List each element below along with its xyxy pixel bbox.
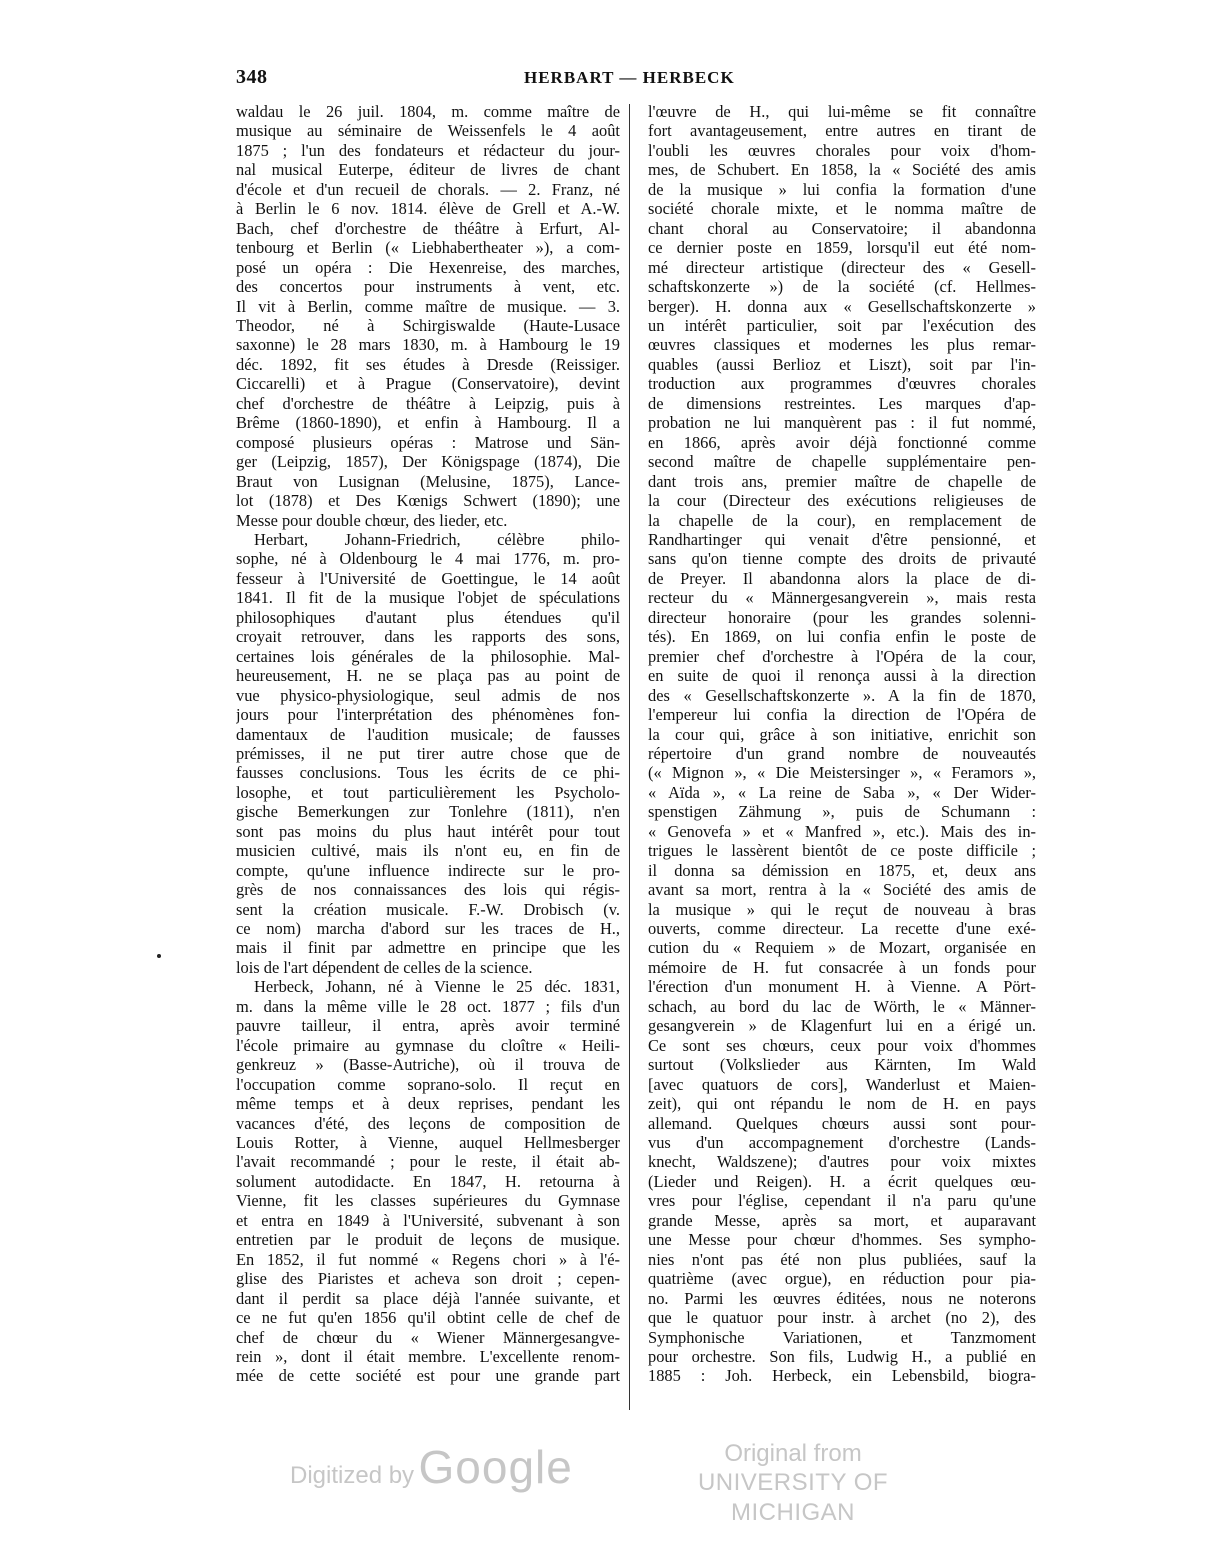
text-line: une Messe pour chœur d'hommes. Ses sympho- bbox=[648, 1230, 1036, 1250]
text-line: un intérêt particulier, soit par l'exécution des bbox=[648, 315, 1036, 335]
text-line: l'école primaire au gymnase du cloître « Heili- bbox=[236, 1035, 620, 1055]
university-text: UNIVERSITY OF MICHIGAN bbox=[697, 1469, 889, 1526]
text-line: Herbart, Johann-Friedrich, célèbre philo- bbox=[254, 529, 620, 549]
stray-dot bbox=[157, 954, 161, 958]
text-line: l'œuvre de H., qui lui-même se fit connaître bbox=[648, 102, 1036, 121]
text-line: musicien cultivé, mais ils n'ont eu, en fin de bbox=[236, 841, 620, 861]
text-line: mais il finit par admettre en principe que les bbox=[236, 938, 620, 958]
text-line: composé plusieurs opéras : Matrose und Sän- bbox=[236, 432, 620, 452]
text-line: à Berlin le 6 nov. 1814. élève de Grell et A.-W. bbox=[236, 199, 620, 219]
text-line: sans qu'on tienne compte des droits de privauté bbox=[648, 549, 1036, 569]
text-line: chef d'orchestre de théâtre à Leipzig, puis à bbox=[236, 393, 620, 413]
digitized-by-text: Digitized by bbox=[290, 1462, 415, 1489]
text-line: heureusement, H. ne se plaça pas au point de bbox=[236, 666, 620, 686]
text-line: glise des Piaristes et acheva son droit ; cepen- bbox=[236, 1269, 620, 1289]
text-line: genkreuz » (Basse-Autriche), où il trouva de bbox=[236, 1055, 620, 1075]
text-line: nal musical Euterpe, éditeur de livres de chant bbox=[236, 160, 620, 180]
text-line: il donna sa démission en 1875, et, deux ans bbox=[648, 860, 1036, 880]
text-line: de Preyer. Il abandonna alors la place de di- bbox=[648, 568, 1036, 588]
page-number: 348 bbox=[236, 66, 268, 88]
text-line: vacances d'été, des leçons de composition de bbox=[236, 1113, 620, 1133]
text-line: entretien par le produit de leçons de musique. bbox=[236, 1230, 620, 1250]
text-line: En 1852, il fut nommé « Regens chori » à l'é- bbox=[236, 1249, 620, 1269]
text-line: Ce sont ses chœurs, ceux pour voix d'hommes bbox=[648, 1035, 1036, 1055]
text-line: posé un opéra : Die Hexenreise, des marches, bbox=[236, 257, 620, 277]
text-line: croyait retrouver, dans les rapports des sons, bbox=[236, 627, 620, 647]
text-line: « Genovefa » et « Manfred », etc.). Mais des in- bbox=[648, 821, 1036, 841]
text-line: Ciccarelli) et à Prague (Conservatoire), devint bbox=[236, 374, 620, 394]
text-line: fort avantageusement, entre autres en tirant de bbox=[648, 121, 1036, 141]
text-line: Herbeck, Johann, né à Vienne le 25 déc. 1831, bbox=[254, 977, 620, 997]
text-line: (Lieder und Reigen). H. a écrit quelques œu- bbox=[648, 1171, 1036, 1191]
text-line: lois de l'art dépendent de celles de la science. bbox=[236, 957, 533, 977]
text-line: des « Gesellschaftskonzerte ». A la fin de 1870, bbox=[648, 685, 1036, 705]
text-line: déc. 1892, fit ses études à Dresde (Reissiger. bbox=[236, 354, 620, 374]
text-line: en 1866, après avoir déjà fonctionné comme bbox=[648, 432, 1036, 452]
text-line: « Aïda », « La reine de Saba », « Der Wider- bbox=[648, 782, 1036, 802]
text-line: Messe pour double chœur, des lieder, etc. bbox=[236, 510, 508, 530]
text-line: second maître de chapelle supplémentaire pen- bbox=[648, 452, 1036, 472]
text-line: société chorale mixte, et le nomma maître de bbox=[648, 199, 1036, 219]
text-line: Bach, chef d'orchestre de théâtre à Erfurt, Al- bbox=[236, 218, 620, 238]
text-line: vue physico-physiologique, seul admis de nos bbox=[236, 685, 620, 705]
text-line: certaines lois générales de la philosophie. Mal- bbox=[236, 646, 620, 666]
text-line: [avec quatuors de cors], Wanderlust et Maien- bbox=[648, 1074, 1036, 1094]
text-line: ce nom) marcha d'abord sur les traces de H., bbox=[236, 919, 620, 939]
text-line: l'avait recommandé ; pour le reste, il était ab- bbox=[236, 1152, 620, 1172]
text-line: nies n'ont pas été non plus publiées, sauf la bbox=[648, 1249, 1036, 1269]
google-logo-text: Google bbox=[418, 1441, 573, 1493]
text-line: avant sa mort, rentra à la « Société des amis de bbox=[648, 880, 1036, 900]
text-line: schaftskonzerte ») de la société (cf. Hellmes- bbox=[648, 277, 1036, 297]
text-line: m. dans la même ville le 28 oct. 1877 ; fils d'un bbox=[236, 996, 620, 1016]
text-line: de la musique » lui confia la formation d'une bbox=[648, 179, 1036, 199]
text-line: knecht, Waldszene); d'autres pour voix mixtes bbox=[648, 1152, 1036, 1172]
text-line: Theodor, né à Schirgiswalde (Haute-Lusace bbox=[236, 315, 620, 335]
text-line: ce ne fut qu'en 1856 qu'il obtint celle de chef de bbox=[236, 1308, 620, 1328]
text-line: compte, qu'une influence indirecte sur le pro- bbox=[236, 860, 620, 880]
text-line: pauvre tailleur, il entra, après avoir terminé bbox=[236, 1016, 620, 1036]
text-line: gesangverein » de Klagenfurt lui en a érigé un. bbox=[648, 1016, 1036, 1036]
text-line: Braut von Lusignan (Melusine, 1875), Lance- bbox=[236, 471, 620, 491]
text-line: philosophiques d'autant plus étendues qu'il bbox=[236, 607, 620, 627]
text-line: quables (aussi Berlioz et Liszt), soit par l'in- bbox=[648, 354, 1036, 374]
text-line: schach, au bord du lac de Wörth, le « Männer- bbox=[648, 996, 1036, 1016]
text-line: directeur honoraire (pour les grandes solenni- bbox=[648, 607, 1036, 627]
text-line: mée de cette société est pour une grande part bbox=[236, 1366, 620, 1386]
text-line: d'école et d'un recueil de chorals. — 2. Franz, né bbox=[236, 179, 620, 199]
text-line: saxonne) le 28 mars 1830, m. à Hambourg le 19 bbox=[236, 335, 620, 355]
text-line: 1885 : Joh. Herbeck, ein Lebensbild, biogra- bbox=[648, 1366, 1036, 1386]
text-line: sent la création musicale. F.-W. Drobisch (v. bbox=[236, 899, 620, 919]
text-line: et entra en 1849 à l'Université, subvenant à son bbox=[236, 1210, 620, 1230]
original-from-text: Original from bbox=[724, 1440, 862, 1467]
text-line: la cour (Directeur des exécutions religieuses de bbox=[648, 491, 1036, 511]
text-line: l'érection d'un monument H. à Vienne. A Pört- bbox=[648, 977, 1036, 997]
text-line: probation ne lui manquèrent pas : il fut nommé, bbox=[648, 413, 1036, 433]
text-line: losophe, et tout particulièrement les Psycholo- bbox=[236, 782, 620, 802]
text-line: allemand. Quelques chœurs aussi sont pour- bbox=[648, 1113, 1036, 1133]
text-line: ouverts, comme directeur. La recette d'une exé- bbox=[648, 919, 1036, 939]
text-line: 1875 ; l'un des fondateurs et rédacteur du jour- bbox=[236, 140, 620, 160]
text-line: même temps et à deux reprises, pendant les bbox=[236, 1094, 620, 1114]
text-line: Vienne, fit les classes supérieures du Gymnase bbox=[236, 1191, 620, 1211]
text-line: solument autodidacte. En 1847, H. retourna à bbox=[236, 1171, 620, 1191]
text-line: vus d'un accompagnement d'orchestre (Lands- bbox=[648, 1133, 1036, 1153]
text-line: tenbourg et Berlin (« Liebhabertheater »), a com- bbox=[236, 238, 620, 258]
text-line: rein », dont il était membre. L'excellente renom- bbox=[236, 1347, 620, 1366]
text-line: no. Parmi les œuvres éditées, nous ne noterons bbox=[648, 1288, 1036, 1308]
text-line: sophe, né à Oldenbourg le 4 mai 1776, m. pro- bbox=[236, 549, 620, 569]
text-line: grande Messe, après sa mort, et auparavant bbox=[648, 1210, 1036, 1230]
text-line: Symphonische Variationen, et Tanzmoment bbox=[648, 1327, 1036, 1347]
right-column bbox=[648, 102, 1036, 1386]
text-line: (« Mignon », « Die Meistersinger », « Feramors », bbox=[648, 763, 1036, 783]
text-line: lot (1878) et Des Kœnigs Schwert (1890); une bbox=[236, 491, 620, 511]
text-line: premier chef d'orchestre à l'Opéra de la cour, bbox=[648, 646, 1036, 666]
text-line: trigues le lassèrent bientôt de ce poste difficile ; bbox=[648, 841, 1036, 861]
text-line: surtout (Volkslieder aus Kärnten, Im Wald bbox=[648, 1055, 1036, 1075]
text-line: mes, de Schubert. En 1858, la « Société des amis bbox=[648, 160, 1036, 180]
text-line: chant choral au Conservatoire; il abandonna bbox=[648, 218, 1036, 238]
text-line: waldau le 26 juil. 1804, m. comme maître de bbox=[236, 102, 620, 121]
text-line: Randhartinger qui venait d'être pensionné, et bbox=[648, 529, 1036, 549]
text-line: zeit), qui ont répandu le nom de H. en pays bbox=[648, 1094, 1036, 1114]
text-line: que le quatuor pour instr. à archet (no 2), des bbox=[648, 1308, 1036, 1328]
text-line: musique au séminaire de Weissenfels le 4 août bbox=[236, 121, 620, 141]
text-line: l'occupation comme soprano-solo. Il reçut en bbox=[236, 1074, 620, 1094]
text-line: la chapelle de la cour), en remplacement de bbox=[648, 510, 1036, 530]
text-line: tés). En 1869, on lui confia enfin le poste de bbox=[648, 627, 1036, 647]
text-line: Il vit à Berlin, comme maître de musique. — 3. bbox=[236, 296, 620, 316]
text-line: la cour qui, grâce à son initiative, enrichit son bbox=[648, 724, 1036, 744]
text-line: ce dernier poste en 1859, lorsqu'il eut été nom- bbox=[648, 238, 1036, 258]
text-line: jours pour l'interprétation des phénomènes fon- bbox=[236, 705, 620, 725]
text-line: cution du « Requiem » de Mozart, organisée en bbox=[648, 938, 1036, 958]
text-line: ger (Leipzig, 1857), Der Königspage (1874), Die bbox=[236, 452, 620, 472]
text-line: grès de nos connaissances des lois qui régis- bbox=[236, 880, 620, 900]
text-line: recteur du « Männergesangverein », mais resta bbox=[648, 588, 1036, 608]
original-from-watermark bbox=[668, 1440, 918, 1528]
text-line: spenstigen Zähmung », puis de Schumann : bbox=[648, 802, 1036, 822]
text-line: chef de chœur du « Wiener Männergesangve- bbox=[236, 1327, 620, 1347]
text-line: mé directeur artistique (directeur des « Gesell- bbox=[648, 257, 1036, 277]
text-line: Louis Rotter, à Vienne, auquel Hellmesberger bbox=[236, 1133, 620, 1153]
text-line: de dimensions restreintes. Les marques d'ap- bbox=[648, 393, 1036, 413]
text-line: l'empereur lui confia la direction de l'Opéra de bbox=[648, 705, 1036, 725]
text-line: la musique » qui le reçut de nouveau à bras bbox=[648, 899, 1036, 919]
text-line: fausses conclusions. Tous les écrits de ce phi- bbox=[236, 763, 620, 783]
text-line: œuvres classiques et modernes les plus remar- bbox=[648, 335, 1036, 355]
text-line: mémoire de H. fut consacrée à un fonds pour bbox=[648, 957, 1036, 977]
text-line: vres pour l'église, cependant il n'a paru qu'une bbox=[648, 1191, 1036, 1211]
text-line: pour orchestre. Son fils, Ludwig H., a publié en bbox=[648, 1347, 1036, 1366]
column-divider bbox=[629, 104, 630, 1410]
text-line: gische Bemerkungen zur Tonlehre (1811), n'en bbox=[236, 802, 620, 822]
digitized-by-watermark bbox=[290, 1440, 573, 1494]
text-line: des concertos pour instruments à vent, etc. bbox=[236, 277, 620, 297]
text-line: damentaux de l'audition musicale; de fausses bbox=[236, 724, 620, 744]
text-line: fesseur à l'Université de Goettingue, le 14 août bbox=[236, 568, 620, 588]
text-line: prémisses, il ne put tirer autre chose que de bbox=[236, 743, 620, 763]
text-line: 1841. Il fit de la musique l'objet de spéculations bbox=[236, 588, 620, 608]
text-line: Brême (1860-1890), et enfin à Hambourg. Il a bbox=[236, 413, 620, 433]
text-line: troduction aux programmes d'œuvres chorales bbox=[648, 374, 1036, 394]
text-line: berger). H. donna aux « Gesellschaftskonzerte » bbox=[648, 296, 1036, 316]
text-line: dant il perdit sa place déjà l'année suivante, et bbox=[236, 1288, 620, 1308]
left-column bbox=[236, 102, 620, 1386]
text-line: sont pas moins du plus haut intérêt pour tout bbox=[236, 821, 620, 841]
text-line: répertoire d'un grand nombre de nouveautés bbox=[648, 743, 1036, 763]
text-line: quatrième (avec orgue), en réduction pour pia- bbox=[648, 1269, 1036, 1289]
text-line: dant trois ans, premier maître de chapelle de bbox=[648, 471, 1036, 491]
running-head: HERBART — HERBECK bbox=[524, 68, 735, 87]
text-line: en suite de quoi il renonça aussi à la direction bbox=[648, 666, 1036, 686]
text-line: l'oubli les œuvres chorales pour voix d'hom- bbox=[648, 140, 1036, 160]
